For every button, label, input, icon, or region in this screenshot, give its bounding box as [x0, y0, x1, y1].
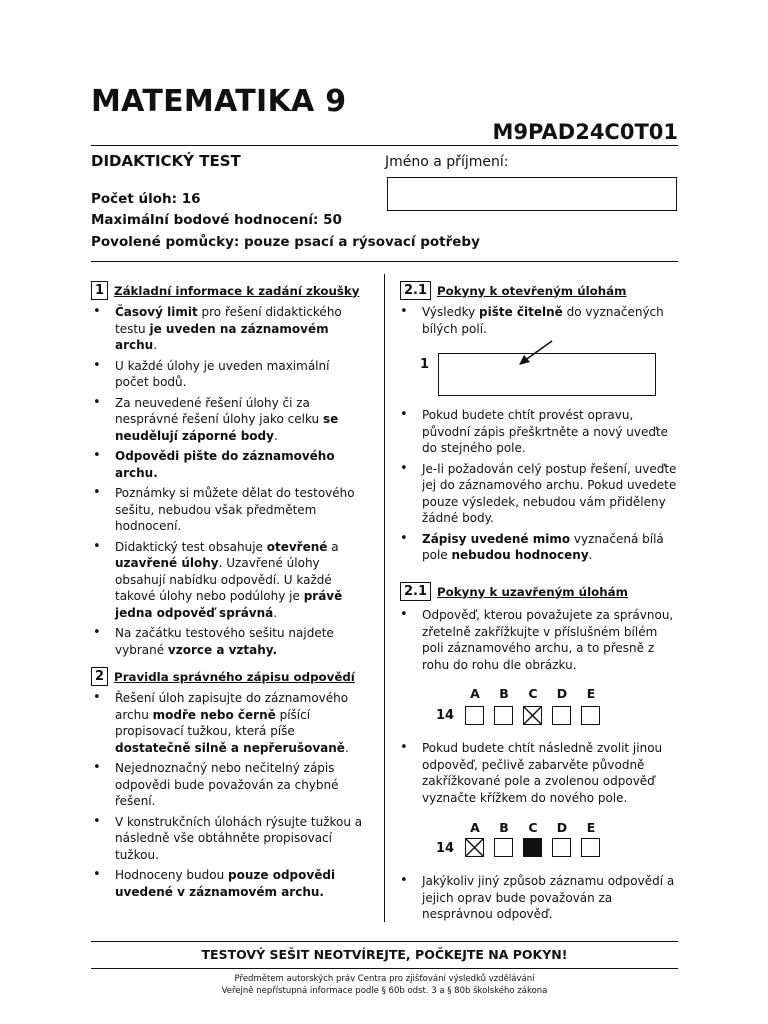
answer-box	[552, 838, 571, 857]
bottom-notice: TESTOVÝ SEŠIT NEOTVÍREJTE, POČKEJTE NA POKYN!	[201, 947, 568, 962]
test-code: M9PAD24C0T01	[492, 120, 678, 144]
answer-box-filled	[523, 838, 542, 857]
text: Pokud budete chtít provést opravu, původní zápis přeškrtněte a nový uveďte do stejného pole.	[422, 408, 669, 455]
text: Odpověď, kterou považujete za správnou, zřetelně zakřížkujte v příslušném bílém poli záznamového archu, a to přesně z rohu do rohu dle obrázku.	[422, 608, 674, 672]
page-title: MATEMATIKA 9	[91, 84, 347, 119]
text: .	[273, 605, 278, 620]
list-item	[91, 485, 363, 535]
list-item	[398, 531, 678, 564]
section-1-heading	[91, 281, 359, 300]
open-tasks-list-bottom	[398, 407, 678, 568]
answer-box	[465, 706, 484, 725]
letter-a: A	[470, 686, 480, 701]
bold-text: otevřené	[266, 539, 328, 554]
closed-tasks-item-2	[398, 740, 678, 810]
section-number: 2.1	[400, 281, 431, 300]
text: . Uzavřené úlohy obsahují nabídku odpovědí. U každé takové úlohy nebo podúlohy je	[115, 556, 332, 603]
section-title: Pravidla správného zápisu odpovědí	[114, 669, 355, 684]
answer-box-crossed	[465, 838, 484, 857]
bold-text: uzavřené úlohy	[115, 556, 219, 570]
text: vyznačená bílá pole	[422, 531, 664, 562]
section-title: Základní informace k zadání zkoušky	[114, 283, 360, 298]
test-subtitle: DIDAKTICKÝ TEST	[91, 152, 241, 170]
letter-d: D	[556, 686, 568, 701]
list-item	[91, 690, 363, 756]
letter-c: C	[528, 686, 538, 701]
letter-b: B	[499, 686, 509, 701]
section-2-1-closed-heading	[400, 582, 628, 601]
section-2-1-open-heading	[400, 281, 626, 300]
list-item	[91, 814, 363, 864]
example-1-number: 14	[436, 708, 455, 723]
closed-tasks-item-3	[398, 873, 678, 927]
bold-text: pište čitelně	[479, 305, 563, 319]
list-item	[398, 407, 678, 457]
text: Na začátku testového sešitu najdete vybrané	[115, 626, 334, 657]
list-item	[91, 395, 363, 445]
section-2-heading	[91, 667, 355, 686]
list-item	[91, 539, 363, 622]
cross-icon	[524, 707, 541, 724]
list-item	[398, 304, 678, 337]
bold-text: vzorce a vztahy.	[167, 642, 278, 657]
list-item	[91, 867, 363, 900]
answer-box	[494, 838, 513, 857]
text: .	[153, 338, 158, 352]
text: U každé úlohy je uveden maximální počet bodů.	[115, 358, 330, 389]
example-2-number: 14	[436, 841, 455, 856]
list-item	[91, 448, 363, 481]
answer-box-crossed	[523, 706, 542, 725]
text: pro řešení didaktického testu	[115, 305, 342, 336]
section-number: 1	[91, 281, 108, 300]
bold-text: Zápisy uvedené mimo	[422, 531, 571, 546]
info-tasks: Počet úloh: 16	[91, 191, 201, 207]
bold-text: nebudou hodnoceny	[451, 548, 589, 562]
info-allowed-tools: Povolené pomůcky: pouze psací a rýsovací potřeby	[91, 234, 480, 250]
text: Pokud budete chtít následně zvolit jinou odpověď, pečlivě zabarvěte původně zakřížkované pole a zvolenou odpověď vyznačte křížkem do nového pole.	[422, 741, 663, 805]
sample-answer-number: 1	[420, 357, 430, 372]
list-item	[398, 873, 678, 923]
letter-a: A	[470, 820, 480, 835]
letter-e: E	[586, 820, 596, 835]
name-label: Jméno a příjmení:	[385, 154, 509, 170]
section-2-list	[91, 690, 363, 904]
list-item	[398, 740, 678, 806]
text: Didaktický test obsahuje	[115, 539, 267, 554]
list-item	[398, 461, 678, 527]
list-item	[91, 625, 363, 658]
footer-line-2: Veřejně nepřístupná informace podle § 60b odst. 3 a § 80b školského zákona	[221, 986, 548, 996]
text: Poznámky si můžete dělat do testového sešitu, nebudou však předmětem hodnocení.	[115, 486, 355, 533]
text: Nejednoznačný nebo nečitelný zápis odpovědi bude považován za chybné řešení.	[115, 761, 339, 808]
info-max-points: Maximální bodové hodnocení: 50	[91, 212, 342, 228]
bold-text: Odpovědi pište do záznamového archu.	[115, 449, 335, 480]
text: Jakýkoliv jiný způsob záznamu odpovědí a jejich oprav bude považován za nesprávnou odpověď.	[422, 874, 675, 921]
cross-icon	[466, 839, 483, 856]
bold-text: pouze odpovědi uvedené v záznamovém archu.	[115, 868, 336, 899]
bold-text: modře nebo černě	[152, 707, 276, 722]
text: .	[344, 740, 349, 755]
section-number: 2	[91, 667, 108, 686]
footer-line-1: Předmětem autorských práv Centra pro zjišťování výsledků vzdělávání	[234, 974, 535, 984]
bold-text: dostatečně silně a nepřerušovaně	[115, 740, 345, 755]
bold-text: je uveden na záznamovém archu	[115, 321, 329, 352]
text: Za neuvedené řešení úlohy či za nesprávné řešení úlohy jako celku	[115, 395, 323, 426]
header-rule	[91, 145, 678, 146]
answer-box	[581, 706, 600, 725]
text: .	[273, 428, 278, 443]
bold-text: se neudělují záporné body	[115, 412, 339, 443]
text: píšící propisovací tužkou, která píše	[115, 707, 311, 738]
text: V konstrukčních úlohách rýsujte tužkou a následně vše obtáhněte propisovací tužkou.	[115, 814, 363, 862]
answer-box	[494, 706, 513, 725]
letter-c: C	[528, 820, 538, 835]
text: Řešení úloh zapisujte do záznamového archu	[115, 691, 349, 722]
answer-box	[581, 838, 600, 857]
letter-d: D	[556, 820, 568, 835]
list-item	[91, 304, 363, 354]
letter-b: B	[499, 820, 509, 835]
bold-text: Časový limit	[115, 305, 198, 319]
section-number: 2.1	[400, 582, 431, 601]
closed-tasks-item-1	[398, 607, 678, 677]
text: .	[588, 548, 593, 562]
list-item	[91, 358, 363, 391]
section-title: Pokyny k uzavřeným úlohám	[437, 584, 628, 599]
name-field[interactable]	[387, 177, 677, 211]
arrow-icon	[510, 335, 558, 369]
text: Je-li požadován celý postup řešení, uveďte jej do záznamového archu. Pokud uvedete pouze výsledek, nebudou vám přiděleny žádné body.	[422, 461, 677, 525]
bottom-notice-bar	[91, 941, 678, 969]
bold-text: právě jedna odpověď správná	[115, 589, 343, 620]
info-rule	[91, 261, 678, 262]
list-item	[91, 760, 363, 810]
section-1-list	[91, 304, 363, 662]
section-title: Pokyny k otevřeným úlohám	[437, 283, 627, 298]
list-item	[398, 607, 678, 673]
text: a	[327, 539, 339, 554]
text: do vyznačených bílých polí.	[422, 305, 664, 336]
column-separator	[384, 274, 385, 922]
letter-e: E	[586, 686, 596, 701]
answer-box	[552, 706, 571, 725]
text: Výsledky	[422, 305, 480, 319]
text: Hodnoceny budou	[115, 868, 229, 882]
